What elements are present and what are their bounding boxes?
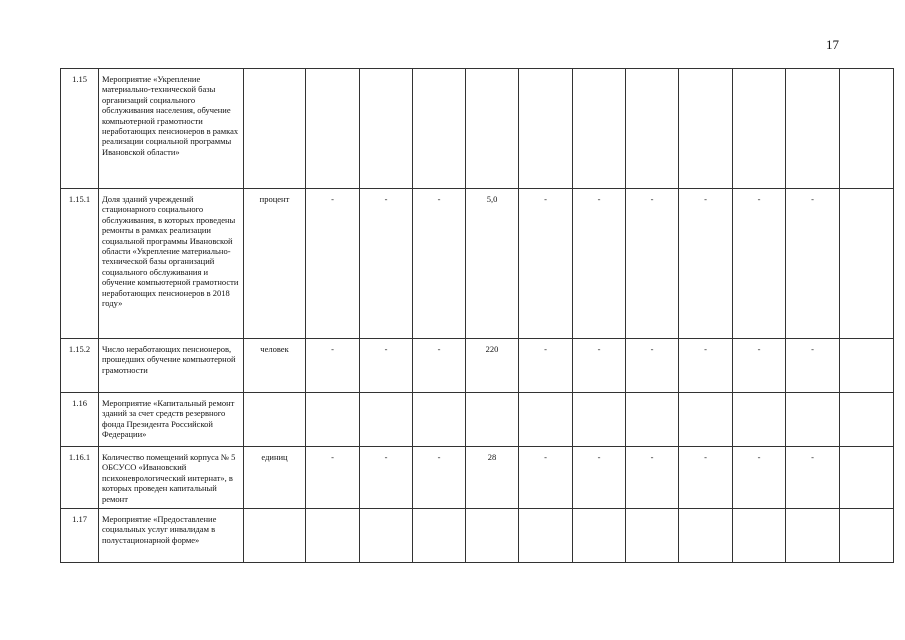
value-cell	[573, 69, 626, 189]
table-row	[61, 447, 894, 509]
value-cell	[360, 509, 413, 563]
value-cell: -	[573, 339, 626, 393]
value-cell	[840, 339, 894, 393]
value-cell	[413, 509, 466, 563]
value-cell	[840, 447, 894, 509]
value-cell	[360, 393, 413, 447]
value-cell	[733, 69, 786, 189]
value-cell	[519, 69, 573, 189]
value-cell: -	[306, 339, 360, 393]
indicators-table	[60, 68, 894, 563]
table-row	[61, 69, 894, 189]
value-cell: -	[519, 339, 573, 393]
value-cell	[413, 69, 466, 189]
value-cell	[733, 509, 786, 563]
value-cell: -	[413, 339, 466, 393]
value-cell: -	[786, 189, 840, 339]
value-cell: 28	[466, 447, 519, 509]
value-cell: -	[360, 189, 413, 339]
value-cell: -	[519, 189, 573, 339]
value-cell: -	[733, 447, 786, 509]
value-cell: -	[626, 339, 679, 393]
value-cell	[786, 393, 840, 447]
value-cell: -	[679, 189, 733, 339]
table-row	[61, 189, 894, 339]
value-cell	[840, 69, 894, 189]
row-description: Мероприятие «Капитальный ремонт зданий за счет средств резервного фонда Президента Российской Федерации»	[99, 393, 244, 447]
row-description: Доля зданий учреждений стационарного социального обслуживания, в которых проведены ремонты в рамках реализации социальной программы Ивановской области «Укрепление материально-технической базы организаций социального обслуживания и обучение компьютерной грамотности неработающих пенсионеров в 2018 году»	[99, 189, 244, 339]
row-number: 1.15	[61, 69, 99, 189]
page-number: 17	[826, 37, 839, 52]
value-cell	[519, 393, 573, 447]
value-cell	[626, 69, 679, 189]
table-row	[61, 393, 894, 447]
value-cell	[573, 509, 626, 563]
row-description: Количество помещений корпуса № 5 ОБСУСО «Ивановский психоневрологический интернат», в которых проведен капитальный ремонт	[99, 447, 244, 509]
value-cell	[360, 69, 413, 189]
row-unit	[244, 69, 306, 189]
row-number: 1.15.2	[61, 339, 99, 393]
value-cell	[840, 189, 894, 339]
row-unit: человек	[244, 339, 306, 393]
value-cell	[626, 509, 679, 563]
value-cell: -	[360, 339, 413, 393]
value-cell	[786, 69, 840, 189]
value-cell: -	[306, 189, 360, 339]
row-description: Мероприятие «Укрепление материально-технической базы организаций социального обслуживания населения, обучение компьютерной грамотности неработающих пенсионеров в рамках реализации социальной программы Ивановской области»	[99, 69, 244, 189]
value-cell: -	[786, 447, 840, 509]
row-description: Число неработающих пенсионеров, прошедших обучение компьютерной грамотности	[99, 339, 244, 393]
value-cell	[679, 393, 733, 447]
row-description: Мероприятие «Предоставление социальных услуг инвалидам в полустационарной форме»	[99, 509, 244, 563]
value-cell: -	[413, 447, 466, 509]
value-cell: 5,0	[466, 189, 519, 339]
table-row	[61, 339, 894, 393]
value-cell	[413, 393, 466, 447]
row-unit: процент	[244, 189, 306, 339]
row-unit	[244, 509, 306, 563]
value-cell: -	[733, 339, 786, 393]
value-cell: -	[519, 447, 573, 509]
value-cell: -	[306, 447, 360, 509]
table-row	[61, 509, 894, 563]
value-cell	[466, 509, 519, 563]
value-cell	[840, 393, 894, 447]
value-cell	[840, 509, 894, 563]
value-cell	[306, 69, 360, 189]
value-cell: -	[733, 189, 786, 339]
value-cell: -	[679, 447, 733, 509]
value-cell: -	[626, 447, 679, 509]
row-unit	[244, 393, 306, 447]
row-number: 1.17	[61, 509, 99, 563]
value-cell: -	[573, 447, 626, 509]
value-cell	[786, 509, 840, 563]
value-cell	[679, 69, 733, 189]
value-cell: 220	[466, 339, 519, 393]
value-cell: -	[786, 339, 840, 393]
row-number: 1.16	[61, 393, 99, 447]
value-cell	[733, 393, 786, 447]
value-cell: -	[573, 189, 626, 339]
value-cell	[466, 393, 519, 447]
value-cell: -	[679, 339, 733, 393]
value-cell: -	[626, 189, 679, 339]
value-cell	[573, 393, 626, 447]
row-number: 1.16.1	[61, 447, 99, 509]
value-cell	[306, 509, 360, 563]
value-cell	[679, 509, 733, 563]
row-number: 1.15.1	[61, 189, 99, 339]
value-cell	[626, 393, 679, 447]
value-cell: -	[360, 447, 413, 509]
value-cell: -	[413, 189, 466, 339]
value-cell	[519, 509, 573, 563]
row-unit: единиц	[244, 447, 306, 509]
value-cell	[306, 393, 360, 447]
value-cell	[466, 69, 519, 189]
